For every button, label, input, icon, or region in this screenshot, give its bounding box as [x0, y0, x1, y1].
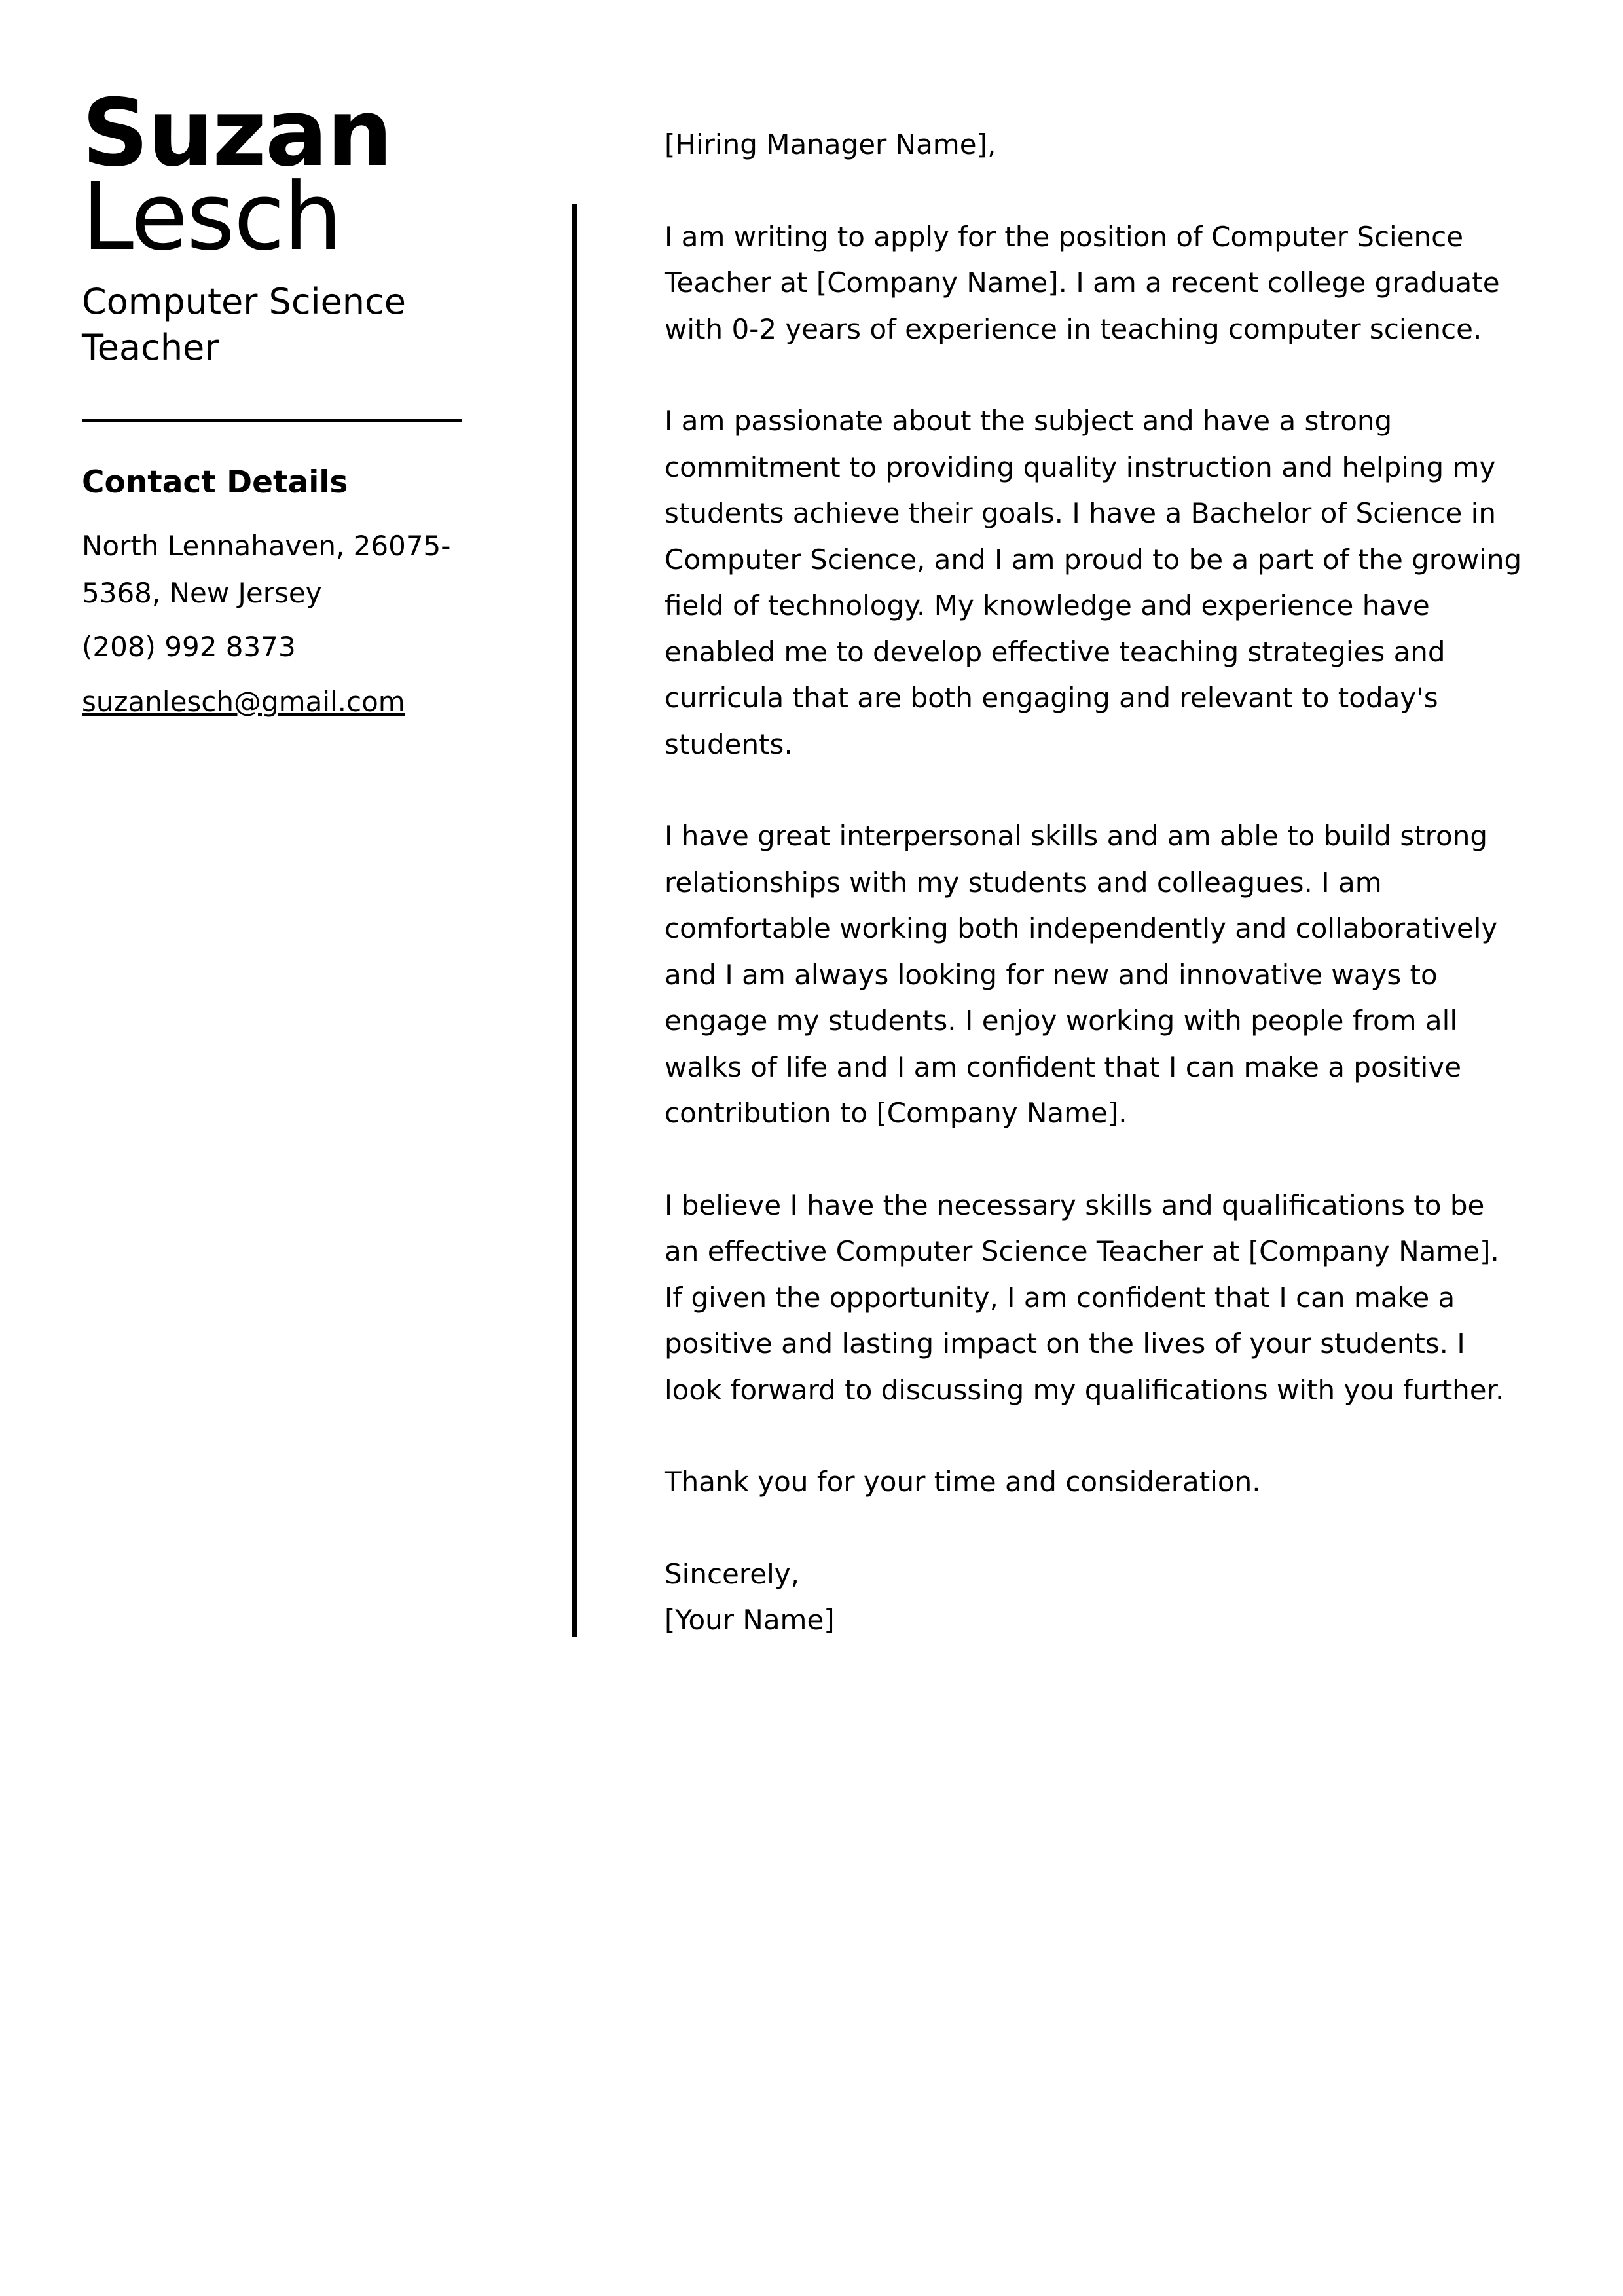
- letter-closing-block: [665, 1551, 1522, 1644]
- letter-paragraph: I have great interpersonal skills and am able to build strong relationships with my students and colleagues. I am comfortable working both independently and collaboratively and I am always looking for new and innovative ways to engage my students. I enjoy working with people from all walks of life and I am confident that I can make a positive contribution to [Company Name].: [665, 820, 1498, 1129]
- contact-address: North Lennahaven, 26075-5368, New Jersey: [82, 530, 451, 609]
- letter-signature: [Your Name]: [665, 1604, 835, 1636]
- contact-list: [82, 523, 462, 726]
- last-name: Lesch: [82, 163, 342, 271]
- letter-salutation: [Hiring Manager Name],: [665, 128, 996, 160]
- first-name: Suzan: [82, 79, 392, 187]
- letter-paragraph: I am passionate about the subject and have a strong commitment to providing quality instruction and helping my students achieve their goals. I have a Bachelor of Science in Computer Science, and I am proud to be a part of the growing field of technology. My knowledge and experience have enabled me to develop effective teaching strategies and curricula that are both engaging and relevant to today's students.: [665, 405, 1522, 760]
- job-title: Computer Science Teacher: [82, 281, 406, 368]
- letter-paragraph: I am writing to apply for the position of Computer Science Teacher at [Company Name]. I am a recent college graduate with 0-2 years of experience in teaching computer science.: [665, 220, 1500, 345]
- sidebar: [82, 79, 462, 718]
- letter-closing: Sincerely,: [665, 1557, 799, 1590]
- contact-heading: Contact Details: [82, 464, 348, 500]
- vertical-divider: [572, 204, 577, 1637]
- letter-body: [665, 122, 1522, 1644]
- letter-paragraph: Thank you for your time and consideration.: [665, 1466, 1261, 1498]
- contact-email-link[interactable]: suzanlesch@gmail.com: [82, 686, 405, 718]
- contact-phone: (208) 992 8373: [82, 631, 296, 663]
- sidebar-divider: [82, 419, 462, 422]
- letter-paragraph: I believe I have the necessary skills and qualifications to be an effective Computer Science Teacher at [Company Name]. If given the opportunity, I am confident that I can make a positive and lasting impact on the lives of your students. I look forward to discussing my qualifications with you further.: [665, 1189, 1504, 1406]
